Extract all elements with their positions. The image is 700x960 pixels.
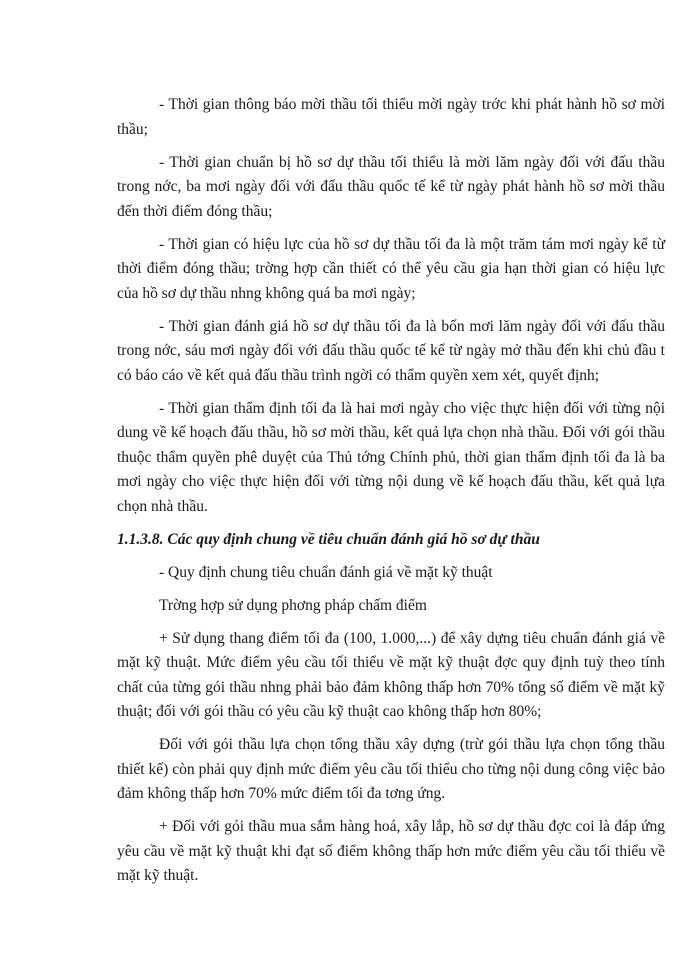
paragraph-appraisal-time: - Thời gian thẩm định tối đa là hai mơi ngày cho việc thực hiện đối với từng nội dung về kế hoạch đấu thầu, hồ sơ mời thầu, kết quả lựa chọn nhà thầu. Đối với gói thầu thuộc thẩm quyền phê duyệt của Thủ tớng Chính phủ, thời gian thẩm định tối đa là ba mơi ngày cho việc thực hiện đối với từng nội dung về kế hoạch đấu thầu, kết quả lựa chọn nhà thầu.: [117, 399, 665, 515]
paragraph-preparation-time: - Thời gian chuẩn bị hồ sơ dự thầu tối thiểu là mời lăm ngày đối với đấu thầu trong nớc, ba mơi ngày đối với đấu thầu quốc tế kể từ ngày phát hành hồ sơ mời thầu đến thời điểm đóng thầu;: [117, 153, 665, 220]
paragraph-notice-time: - Thời gian thông báo mời thầu tối thiểu mời ngày trớc khi phát hành hồ sơ mời thầu;: [117, 96, 665, 138]
section-heading: 1.1.3.8. Các quy định chung về tiêu chuẩn đánh giá hồ sơ dự thầu: [117, 530, 540, 548]
paragraph-general-contractor: Đối với gói thầu lựa chọn tổng thầu xây dựng (trừ gói thầu lựa chọn tổng thầu thiết kế) còn phải quy định mức điểm yêu cầu tối thiểu cho từng nội dung công việc bảo đảm không thấp hơn 70% mức điểm tối đa tơng ứng.: [117, 736, 665, 802]
paragraph-validity-time: - Thời gian có hiệu lực của hồ sơ dự thầu tối đa là một trăm tám mơi ngày kể từ thời điểm đóng thầu; trờng hợp cần thiết có thể yêu cầu gia hạn thời gian có hiệu lực của hồ sơ dự thầu nhng không quá ba mơi ngày;: [117, 235, 665, 302]
paragraph-scoring-method: Trờng hợp sử dụng phơng pháp chấm điểm: [159, 596, 427, 614]
paragraph-score-scale: + Sử dụng thang điểm tối đa (100, 1.000,...) để xây dựng tiêu chuẩn đánh giá về mặt kỹ thuật. Mức điểm yêu cầu tối thiểu về mặt kỹ thuật đợc quy định tuỳ theo tính chất của từng gói thầu nhng phải bảo đảm không thấp hơn 70% tổng số điểm về mặt kỹ thuật; đối với gói thầu có yêu cầu kỹ thuật cao không thấp hơn 80%;: [117, 629, 665, 720]
paragraph-goods-construction: + Đối với gói thầu mua sắm hàng hoá, xây lắp, hồ sơ dự thầu đợc coi là đáp ứng yêu cầu về mặt kỹ thuật khi đạt số điểm không thấp hơn mức điểm yêu cầu tối thiểu về mặt kỹ thuật.: [117, 818, 665, 884]
document-body: [117, 93, 665, 897]
paragraph-technical-criteria: - Quy định chung tiêu chuẩn đánh giá về mặt kỹ thuật: [159, 563, 493, 581]
paragraph-evaluation-time: - Thời gian đánh giá hồ sơ dự thầu tối đa là bốn mơi lăm ngày đối với đấu thầu trong nớc, sáu mơi ngày đối với đấu thầu quốc tế kể từ ngày mở thầu đến khi chủ đầu t có báo cáo về kết quả đấu thầu trình ngời có thẩm quyền xem xét, quyết định;: [117, 317, 665, 384]
